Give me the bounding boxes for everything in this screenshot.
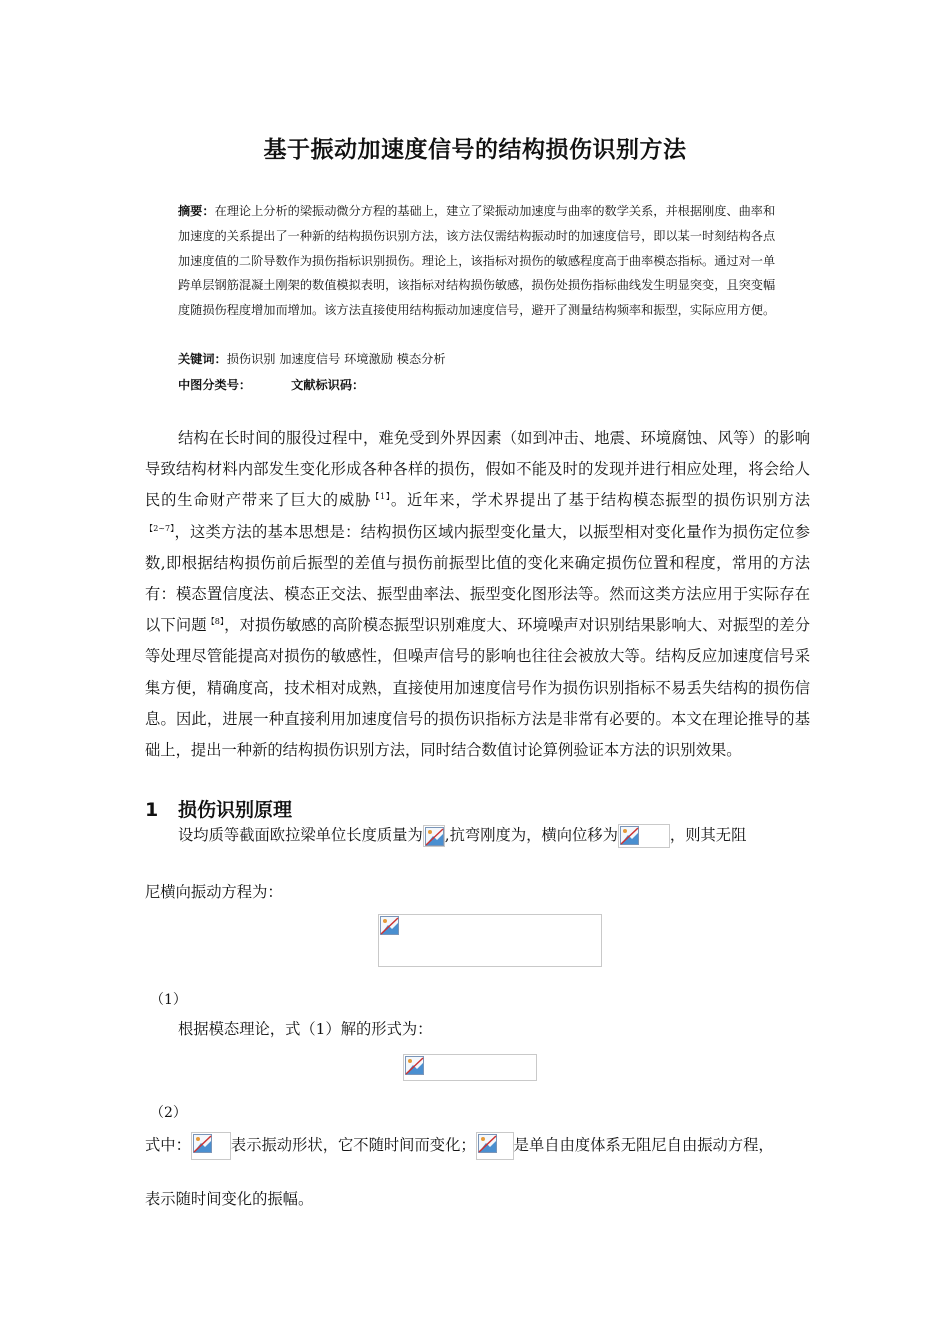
intro-text-1: 结构在长时间的服役过程中，难免受到外界因素（如到冲击、地震、环境腐蚀、风等）的影响导致结构材料内部发生变化形成各种各样的损伤，假如不能及时的发现并进行相应处理，将会给人民的生命财产带来了巨大的威胁 [145,429,810,510]
equation-2-number: （2） [150,1105,187,1121]
formula-image-icon [476,1132,514,1160]
line1-text-c: ，则其无阻 [669,826,747,844]
citation-3[interactable]: 【8】 [206,617,225,627]
line1-text-a: 设均质等截面欧拉梁单位长度质量为 [178,826,423,844]
section-line-4 [145,1132,774,1160]
citation-2[interactable]: 【2~7】 [145,523,175,533]
intro-text-2: 。近年来，学术界提出了基于结构模态振型的损伤识别方法 [390,491,810,510]
equation-2-image [403,1054,537,1081]
keywords-label: 关键词： [178,352,227,366]
broken-image-icon [193,1134,212,1153]
keywords [178,350,446,367]
equation-1-number: （1） [150,992,187,1008]
line4-text-a: 式中： [145,1136,191,1154]
abstract [178,199,776,323]
line4-text-c: 是单自由度体系无阻尼自由振动方程， [513,1136,774,1154]
intro-paragraph [145,423,810,766]
paper-title: 基于振动加速度信号的结构损伤识别方法 [263,137,687,163]
formula-image-icon [423,825,445,847]
doc-code-label: 文献标识码： [291,378,365,392]
intro-text-3: ，这类方法的基本思想是：结构损伤区域内振型变化量大，以振型相对变化量作为损伤定位参数,即根据结构损伤前后振型的差值与损伤前振型比值的变化来确定损伤位置和程度，常用的方法有：模态置信度法、模态正交法、振型曲率法、振型变化图形法等。然而这类方法应用于实际存在以下问题 [145,522,810,635]
section-number: 1 [145,799,159,821]
abstract-label: 摘要： [178,204,215,218]
equation-1-image [378,914,602,967]
section-title: 损伤识别原理 [178,799,293,821]
broken-image-icon [380,916,399,935]
formula-image-icon [191,1132,231,1160]
broken-image-icon [478,1134,497,1153]
abstract-text: 在理论上分析的梁振动微分方程的基础上，建立了梁振动加速度与曲率的数学关系，并根据刚度、曲率和加速度的关系提出了一种新的结构损伤识别方法，该方法仅需结构振动时的加速度信号，即以某一时刻结构各点加速度值的二阶导数作为损伤指标识别损伤。理论上，该指标对损伤的敏感程度高于曲率模态指标。通过对一单跨单层钢筋混凝土刚架的数值模拟表明，该指标对结构损伤敏感，损伤处损伤指标曲线发生明显突变，且突变幅度随损伤程度增加而增加。该方法直接使用结构振动加速度信号，避开了测量结构频率和振型，实际应用方便。 [178,204,776,318]
classification-line [178,376,364,393]
clc-label: 中图分类号： [178,378,252,392]
line1-text-b: ,抗弯刚度为，横向位移为 [444,826,618,844]
broken-image-icon [405,1056,424,1075]
section-line-2: 尼横向振动方程为： [145,883,283,901]
section-line-1 [178,823,746,848]
broken-image-icon [425,827,444,846]
formula-image-icon [618,824,670,848]
line4-text-b: 表示振动形状，它不随时间而变化； [230,1136,476,1154]
citation-1[interactable]: 【1】 [371,492,391,502]
intro-text-4: ，对损伤敏感的高阶模态振型识别难度大、环境噪声对识别结果影响大、对振型的差分等处理尽管能提高对损伤的敏感性，但噪声信号的影响也往往会被放大等。结构反应加速度信号采集方便，精确度高，技术相对成熟，直接使用加速度信号作为损伤识别指标不易丢失结构的损伤信息。因此，进展一种直接利用加速度信号的损伤识指标方法是非常有必要的。本文在理论推导的基础上，提出一种新的结构损伤识别方法，同时结合数值讨论算例验证本方法的识别效果。 [145,616,810,760]
section-line-3: 根据模态理论，式（1）解的形式为： [178,1020,433,1038]
broken-image-icon [620,826,639,845]
keywords-text: 损伤识别 加速度信号 环境激励 模态分析 [226,352,446,366]
section-line-5: 表示随时间变化的振幅。 [145,1190,314,1208]
section-heading [145,795,292,822]
